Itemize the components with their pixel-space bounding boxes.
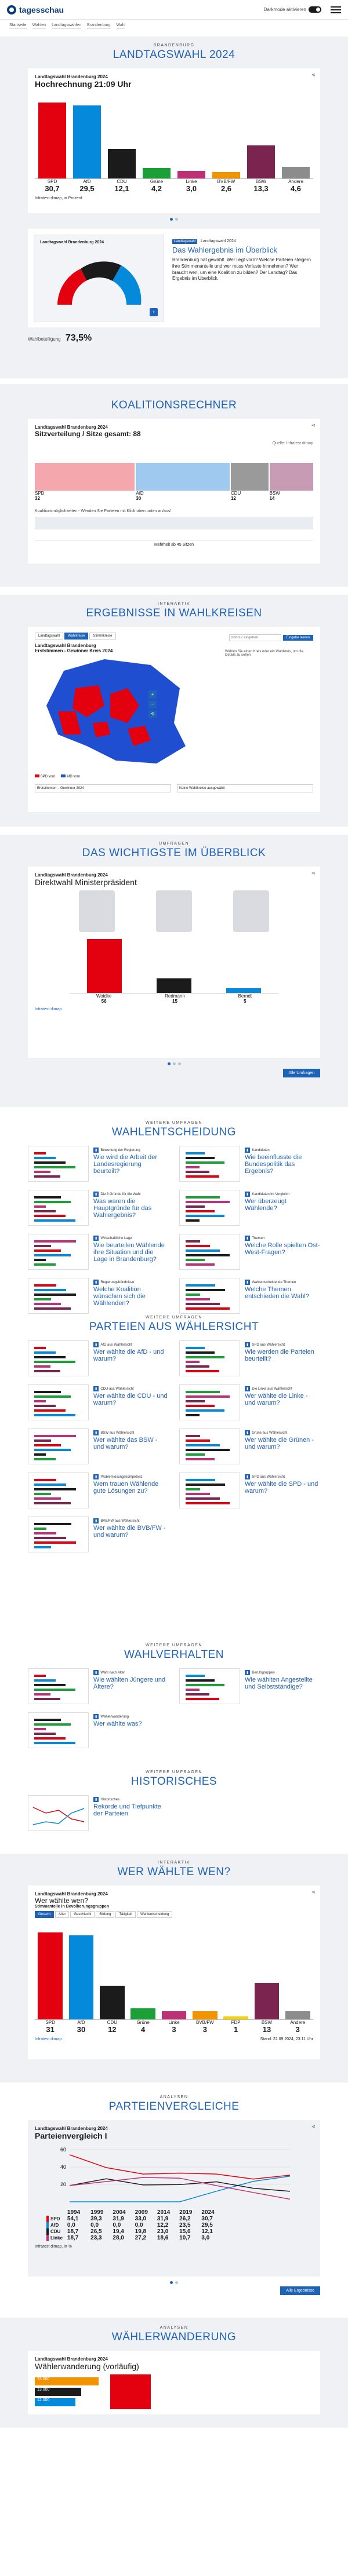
- section-parties: [0, 1309, 348, 1633]
- teaser-kicker: Regierungsbündnisse: [100, 1281, 135, 1284]
- chart-thumbnail-icon: [28, 1190, 89, 1226]
- bar-label: CDU 12: [107, 2020, 117, 2034]
- section-comparison: [0, 2087, 348, 2313]
- chart-thumbnail-icon: [179, 1384, 240, 1420]
- history-teaser[interactable]: ▮ Historisches Rekorde und Tiefpunkte der Parteien: [28, 1795, 169, 1831]
- teaser-tag: ▮: [245, 1236, 250, 1241]
- bar-label: AfD 30: [77, 2020, 86, 2034]
- bar-grne: [130, 2008, 155, 2019]
- section-kicker: INTERAKTIV: [157, 602, 191, 606]
- bar-label: Linke 3: [168, 2020, 180, 2034]
- section-title: LANDTAGSWAHL 2024: [113, 49, 235, 61]
- breadcrumb-item[interactable]: Wahl: [116, 23, 126, 27]
- turnout-value: 73,5%: [65, 333, 92, 343]
- seat-block-afd[interactable]: [136, 463, 230, 491]
- section-kicker: WEITERE UMFRAGEN: [146, 1316, 202, 1320]
- candidate-labels: Woidke 56 Redmann 15 Berndt 5: [96, 993, 252, 1004]
- teaser-title[interactable]: Wer wählte die CDU - und warum?: [93, 1393, 168, 1406]
- carousel-dots[interactable]: [0, 1062, 348, 1065]
- search-input[interactable]: [229, 634, 281, 641]
- section-voter-migration: [0, 2318, 348, 2428]
- migration-bar: 12.000: [35, 2398, 75, 2406]
- y-tick-label: 20: [60, 2182, 66, 2187]
- card-title: Wer wählte wen?: [35, 1897, 88, 1905]
- teaser-tag: ▮: [93, 1192, 99, 1197]
- bar-afd: [69, 1935, 94, 2019]
- section-history: [0, 1762, 348, 1849]
- teaser-title[interactable]: Wie beeinflusste die Bundespolitik das Ergebnis?: [245, 1154, 302, 1175]
- teaser-kicker: Die 3 Gründe für die Wahl: [100, 1193, 141, 1196]
- carousel-dots[interactable]: [0, 218, 348, 221]
- chart-footnote: Infratest dimap: [35, 1007, 62, 1011]
- chart-footnote: Infratest dimap: [35, 2037, 62, 2041]
- teaser-kicker: AfD aus Wählersicht: [100, 1343, 132, 1347]
- teaser-kicker: BSW aus Wählersicht: [100, 1431, 135, 1435]
- teaser-kicker: SPD aus Wählersicht: [252, 1475, 285, 1479]
- teaser-tag: ▮: [93, 1236, 99, 1241]
- section-results: [0, 36, 348, 378]
- card-kicker: Landtagswahl Brandenburg 2024: [35, 2356, 108, 2362]
- y-tick-label: 40: [60, 2164, 66, 2170]
- section-coalition: [0, 384, 348, 587]
- chart-footnote: Infratest dimap, in Prozent: [35, 196, 82, 200]
- coalition-result-bar: [35, 517, 313, 529]
- teaser-item[interactable]: [179, 1340, 320, 1376]
- teaser-item[interactable]: [28, 1472, 169, 1508]
- overview-teaser[interactable]: [28, 229, 320, 327]
- teaser-title[interactable]: Wie wählten Jüngere und Ältere?: [93, 1676, 166, 1690]
- teaser-kicker: Wahl nach Alter: [100, 1671, 125, 1675]
- zoom-in-icon[interactable]: +: [148, 690, 157, 699]
- brand-name: tagesschau: [19, 5, 64, 14]
- chart-thumbnail-icon: [179, 1234, 240, 1270]
- bar-bvbfw: [193, 2011, 217, 2019]
- bar-label: Grüne 4: [136, 2020, 150, 2034]
- teaser-title[interactable]: Welche Themen entschieden die Wahl?: [245, 1286, 309, 1300]
- group-tabs[interactable]: [35, 1911, 313, 1918]
- comparison-table: 1994 1999 2004 2009 2014 2019 2024 SPD 54,1 39,3 31,9 33,0 31,9 26,2 30,7 AfD 0,0 0,0 0,0 0,0 12,2 23,5 29,5 CDU 18,7 26,5 19,4 19,8 23,0 15,6 12,1 Linke 18,7 23,3 28,0 27,2 18,6 10,7 3,0: [46, 2209, 220, 2241]
- chart-thumbnail-icon: [179, 1190, 240, 1226]
- bar-fdp: [223, 2016, 248, 2019]
- district-map[interactable]: [41, 653, 191, 769]
- card-kicker: Landtagswahl Brandenburg: [35, 643, 96, 648]
- tab-wahlentscheidung[interactable]: Wahlentscheidung: [137, 1911, 172, 1918]
- section-title: WÄHLERWANDERUNG: [111, 2331, 237, 2343]
- teaser-tag: ▮: [93, 1670, 99, 1675]
- teaser-tag: ▮: [93, 1148, 99, 1153]
- map-zoom-controls: [148, 690, 157, 718]
- teaser-tag: ▮: [245, 1474, 250, 1479]
- seat-block-spd[interactable]: [35, 463, 135, 491]
- bar-label: SPD 31: [45, 2020, 55, 2034]
- teaser-item[interactable]: [179, 1428, 320, 1464]
- zoom-out-icon[interactable]: −: [148, 700, 157, 708]
- who-voted-bar-labels: [35, 2020, 313, 2034]
- teaser-item[interactable]: [28, 1146, 169, 1182]
- breadcrumb: [0, 20, 348, 32]
- candidate-photo: [79, 890, 115, 932]
- chart-thumbnail-icon: [179, 1146, 240, 1182]
- teaser-title[interactable]: Wie werden die Parteien beurteilt?: [245, 1349, 314, 1362]
- teaser-kicker: Historisches: [100, 1798, 119, 1802]
- chart-thumbnail-icon: [28, 1517, 89, 1552]
- who-voted-bar-chart: [35, 1921, 313, 2020]
- bar-linke: [162, 2011, 187, 2019]
- teaser-tag: ▮: [93, 1342, 99, 1347]
- teaser-title[interactable]: Wem trauen Wählende gute Lösungen zu?: [93, 1481, 159, 1495]
- teaser-tag: ▮: [245, 1192, 250, 1197]
- teaser-title[interactable]: Wer wählte die Grünen - und warum?: [245, 1437, 314, 1450]
- share-icon[interactable]: ⋖: [311, 422, 316, 428]
- teaser-title[interactable]: Wer überzeugt Wählende?: [245, 1198, 287, 1212]
- coalition-card: [28, 419, 320, 564]
- teaser-item[interactable]: [28, 1234, 169, 1270]
- bar-afd: [73, 105, 101, 178]
- bar-grne: [143, 168, 171, 178]
- share-icon[interactable]: ⋖: [311, 2124, 316, 2129]
- map-card: [28, 627, 320, 812]
- tab-landtagswahl[interactable]: Landtagswahl: [35, 633, 63, 640]
- teaser-kicker: CDU aus Wählersicht: [100, 1387, 134, 1391]
- teaser-title[interactable]: Wie beurteilen Wählende ihre Situation und die Lage in Brandenburg?: [93, 1242, 165, 1263]
- migration-card: [28, 2351, 320, 2414]
- bar-spd: [38, 1932, 63, 2019]
- section-title: DAS WICHTIGSTE IM ÜBERBLICK: [82, 847, 266, 859]
- section-title: PARTEIEN AUS WÄHLERSICHT: [89, 1321, 259, 1333]
- teaser-tag: ▮: [245, 1342, 250, 1347]
- teaser-grid: [28, 1146, 320, 1314]
- section-kicker: ANALYSEN: [160, 2095, 188, 2099]
- chart-thumbnail-icon: [179, 1278, 240, 1314]
- teaser-title[interactable]: Was waren die Hauptgründe für das Wahlergebnis?: [93, 1198, 152, 1219]
- share-icon[interactable]: ⋖: [311, 870, 316, 876]
- y-tick-label: 60: [60, 2147, 66, 2153]
- bar-label: BSW 13: [261, 2020, 273, 2034]
- teaser-item[interactable]: [28, 1517, 169, 1552]
- logo-icon: [7, 5, 16, 14]
- card-title: Wählerwanderung (vorläufig): [35, 2362, 139, 2371]
- bar-label: BVB/FW 2,6: [217, 179, 235, 193]
- tab-wahlkreise[interactable]: Wahlkreise: [64, 633, 88, 640]
- teaser-title[interactable]: Wie wählten Angestellte und Selbstständige?: [245, 1676, 313, 1690]
- teaser-kicker: Landtagswahl 2024: [201, 239, 236, 243]
- results-bar-labels: [35, 179, 313, 193]
- teaser-tag: ▮: [93, 1386, 99, 1391]
- chart-thumbnail-icon: [179, 1340, 240, 1376]
- chart-thumbnail-icon: [28, 1278, 89, 1314]
- timestamp: Stand: 22.09.2024, 23:11 Uhr: [260, 2037, 313, 2041]
- logo[interactable]: [7, 5, 64, 14]
- teaser-item[interactable]: [179, 1234, 320, 1270]
- bar-label: AfD 29,5: [79, 179, 95, 193]
- bar-label: BVB/FW 3: [195, 2020, 214, 2034]
- seat-chart-icon: [34, 235, 165, 322]
- section-kicker: WEITERE UMFRAGEN: [146, 1770, 202, 1774]
- bar-linke: [177, 171, 205, 178]
- migration-chart: [35, 2374, 313, 2409]
- teaser-kicker: Themen: [252, 1237, 265, 1240]
- section-kicker: WEITERE UMFRAGEN: [146, 1643, 202, 1647]
- teaser-tag: Landtagswahl: [172, 239, 197, 244]
- seat-block-cdu[interactable]: [231, 463, 269, 491]
- breadcrumb-item[interactable]: Wahlen: [32, 23, 46, 27]
- candidate-photo: [233, 890, 269, 932]
- chart-thumbnail-icon: [28, 1668, 89, 1704]
- teaser-tag: ▮: [245, 1386, 250, 1391]
- darkmode-switch[interactable]: [264, 6, 321, 13]
- card-title: Erststimmen - Gewinner Kreis 2024: [35, 648, 113, 653]
- clear-search-button[interactable]: Eingabe leeren: [283, 635, 313, 641]
- seat-block-bsw[interactable]: [270, 463, 313, 491]
- candidate-bar: [87, 939, 122, 993]
- bar-bsw: [247, 145, 275, 178]
- chart-thumbnail-icon: [179, 1668, 240, 1704]
- chart-thumbnail-icon: [28, 1234, 89, 1270]
- teaser-tag: ▮: [93, 1474, 99, 1479]
- top-navigation: [0, 0, 348, 20]
- comparison-card: [28, 2120, 320, 2277]
- teaser-tag: ▮: [93, 1430, 99, 1435]
- section-overview: [0, 835, 348, 1107]
- chart-thumbnail-icon: [28, 1340, 89, 1376]
- candidate-bar: [226, 988, 261, 993]
- teaser-item[interactable]: [179, 1146, 320, 1182]
- section-kicker: WEITERE UMFRAGEN: [146, 1121, 202, 1125]
- card-kicker: Landtagswahl Brandenburg 2024: [35, 872, 108, 878]
- chart-thumbnail-icon: [28, 1428, 89, 1464]
- chart-thumbnail-icon: [28, 1384, 89, 1420]
- seat-labels: SPD 32 AfD 30 CDU 12 BSW 14: [35, 491, 280, 501]
- teaser-title[interactable]: Wer wählte die BVB/FW - und warum?: [93, 1525, 166, 1539]
- map-tabs[interactable]: [35, 633, 116, 640]
- candidate-photo: [156, 890, 192, 932]
- bar-cdu: [108, 149, 136, 179]
- chart-thumbnail-icon: [28, 1712, 89, 1748]
- table-row: Linke 18,7 23,3 28,0 27,2 18,6 10,7 3,0: [48, 2235, 219, 2241]
- bar-bvbfw: [212, 172, 240, 178]
- result-type-select[interactable]: Erststimmen – Gewinner 2024: [35, 784, 171, 792]
- section-title: HISTORISCHES: [130, 1775, 217, 1788]
- card-title: Parteienvergleich I: [35, 2131, 107, 2140]
- table-row: AfD 0,0 0,0 0,0 0,0 12,2 23,5 29,5: [48, 2222, 219, 2228]
- section-title: ERGEBNISSE IN WAHLKREISEN: [86, 607, 262, 619]
- chart-footnote: Infratest dimap, in %: [35, 2245, 72, 2249]
- section-districts: [0, 595, 348, 827]
- tab-taetigkeit[interactable]: Tätigkeit: [115, 1911, 136, 1918]
- section-kicker: ANALYSEN: [160, 2326, 188, 2330]
- all-results-button[interactable]: Alle Ergebnisse: [280, 2286, 320, 2295]
- bar-label: Grüne 4,2: [150, 179, 164, 193]
- table-row: SPD 54,1 39,3 31,9 33,0 31,9 26,2 30,7: [48, 2216, 219, 2222]
- tab-alter[interactable]: Alter: [55, 1911, 69, 1918]
- candidate-bar-chart: [70, 936, 278, 993]
- bar-label: FDP 1: [231, 2020, 241, 2034]
- teaser-tag: ▮: [93, 1714, 99, 1719]
- section-kicker: UMFRAGEN: [158, 842, 190, 846]
- bar-cdu: [100, 1986, 125, 2019]
- darkmode-label: Darkmode aktivieren: [263, 7, 306, 12]
- teaser-title[interactable]: Welche Rolle spielten Ost-West-Fragen?: [245, 1242, 320, 1256]
- bar-bsw: [255, 1983, 280, 2019]
- bar-label: Andere 3: [290, 2020, 306, 2034]
- chart-thumbnail-icon: [28, 1472, 89, 1508]
- teaser-kicker: Problemlösungskompetenz: [100, 1475, 143, 1479]
- card-title: Direktwahl Ministerpräsident: [35, 878, 137, 887]
- teaser-kicker: Die Linke aus Wählersicht: [252, 1387, 292, 1391]
- chart-thumbnail-icon: [179, 1428, 240, 1464]
- bar-label: SPD 30,7: [45, 179, 60, 193]
- teaser-title[interactable]: Wie wird die Arbeit der Landesregierung beurteilt?: [93, 1154, 158, 1175]
- breadcrumb-item[interactable]: Startseite: [9, 23, 27, 27]
- teaser-title[interactable]: Wer wählte die AfD - und warum?: [93, 1349, 164, 1362]
- results-bar-chart: [35, 92, 313, 179]
- carousel-dots[interactable]: [0, 2281, 348, 2284]
- teaser-tag: ▮: [245, 1670, 250, 1675]
- teaser-title[interactable]: Wer wählte was?: [93, 1720, 142, 1727]
- teaser-title[interactable]: Rekorde und Tiefpunkte der Parteien: [93, 1803, 161, 1817]
- comparison-line-chart: [35, 2144, 313, 2208]
- teaser-title[interactable]: Wer wählte die Linke - und warum?: [245, 1393, 308, 1406]
- who-voted-card: [28, 1886, 320, 2059]
- teaser-grid: [28, 1795, 320, 1831]
- migration-bar: 13.000: [35, 2388, 81, 2396]
- section-title: KOALITIONSRECHNER: [111, 399, 237, 411]
- teaser-kicker: Wählerwanderung: [100, 1715, 129, 1719]
- card-title: Sitzverteilung / Sitze gesamt: 88: [35, 430, 141, 438]
- toggle-icon[interactable]: [309, 6, 321, 13]
- teaser-kicker: Kandidaten: [252, 1149, 270, 1152]
- teaser-item[interactable]: [28, 1712, 169, 1748]
- card-kicker: Landtagswahl Brandenburg 2024: [35, 1891, 108, 1897]
- teaser-grid: [28, 1340, 320, 1552]
- chart-thumbnail-icon: [28, 1795, 89, 1831]
- teaser-item[interactable]: [179, 1668, 320, 1704]
- share-icon[interactable]: ⋖: [311, 1889, 316, 1895]
- section-title: WAHLVERHALTEN: [124, 1649, 224, 1661]
- district-select[interactable]: Keine Wahlkreise ausgewählt: [177, 784, 313, 792]
- teaser-item[interactable]: [179, 1278, 320, 1314]
- tab-gesamt[interactable]: Gesamt: [35, 1911, 54, 1918]
- section-title: PARTEIENVERGLEICHE: [108, 2100, 240, 2113]
- teaser-item[interactable]: [179, 1190, 320, 1226]
- turnout: [28, 333, 320, 344]
- teaser-item[interactable]: [28, 1668, 169, 1704]
- teaser-kicker: Bewertung der Regierung: [100, 1149, 140, 1152]
- section-title: WER WÄHLTE WEN?: [117, 1866, 231, 1878]
- card-subtitle: Stimmanteile in Bevölkerungsgruppen: [35, 1905, 109, 1909]
- majority-note: Mehrheit ab 45 Sitzen: [35, 540, 313, 547]
- all-polls-button[interactable]: Alle Umfragen: [283, 1069, 320, 1077]
- reset-icon[interactable]: ⟲: [148, 710, 157, 718]
- teaser-kicker: SPD aus Wählersicht: [252, 1343, 285, 1347]
- card-kicker: Landtagswahl Brandenburg 2024: [35, 74, 108, 79]
- menu-icon[interactable]: [331, 6, 341, 13]
- bar-spd: [38, 103, 66, 178]
- share-icon[interactable]: ⋖: [311, 72, 316, 78]
- teaser-kicker: Grüne aus Wählersicht: [252, 1431, 288, 1435]
- teaser-item[interactable]: [28, 1428, 169, 1464]
- teaser-title[interactable]: Das Wahlergebnis im Überblick: [172, 246, 277, 254]
- section-voting-behavior: [0, 1638, 348, 1762]
- teaser-tag: ▮: [245, 1148, 250, 1153]
- card-kicker: Landtagswahl Brandenburg 2024: [35, 2126, 108, 2131]
- table-row: CDU 18,7 26,5 19,4 19,8 23,0 15,6 12,1: [48, 2228, 219, 2235]
- map-legend: SPD vorn AfD vorn: [35, 774, 313, 779]
- section-title: WAHLENTSCHEIDUNG: [111, 1126, 237, 1138]
- teaser-item[interactable]: [28, 1190, 169, 1226]
- teaser-kicker: Kandidaten im Vergleich: [252, 1193, 290, 1196]
- bar-andere: [282, 167, 310, 178]
- teaser-kicker: Wirtschaftliche Lage: [100, 1237, 132, 1240]
- teaser-item[interactable]: [28, 1278, 169, 1314]
- teaser-kicker: BVB/FW aus Wählersicht: [100, 1519, 140, 1523]
- thumb-kicker: Landtagswahl Brandenburg 2024: [40, 240, 104, 244]
- teaser-tag: ▮: [245, 1430, 250, 1435]
- migration-bar: 23.000: [35, 2377, 99, 2385]
- breadcrumb-item[interactable]: Landtagswahlen: [52, 23, 82, 27]
- candidate-bar: [157, 978, 191, 993]
- expand-icon[interactable]: +: [150, 308, 158, 316]
- bar-andere: [285, 2011, 310, 2019]
- bar-label: CDU 12,1: [114, 179, 129, 193]
- card-title: Hochrechnung 21:09 Uhr: [35, 79, 132, 89]
- teaser-grid: [28, 1668, 320, 1748]
- section-kicker: INTERAKTIV: [157, 1861, 191, 1865]
- card-kicker: Landtagswahl Brandenburg 2024: [35, 425, 108, 430]
- chart-thumbnail-icon: [28, 1146, 89, 1182]
- section-kicker: BRANDENBURG: [153, 43, 195, 47]
- results-card: [28, 68, 320, 213]
- coalition-hint: Koalitionsmöglichkeiten - Wenden Sie Parteien mit Klick oben unten an/aus!: [35, 509, 172, 513]
- bar-label: Linke 3,0: [186, 179, 197, 193]
- teaser-title[interactable]: Welche Koalition wünschen sich die Wählenden?: [93, 1286, 146, 1307]
- migration-target-bar: [110, 2374, 151, 2409]
- teaser-tag: ▮: [93, 1280, 99, 1285]
- teaser-kicker: Berufsgruppen: [252, 1671, 275, 1675]
- seat-bar[interactable]: [35, 463, 313, 491]
- teaser-title[interactable]: Wer wählte die SPD - und warum?: [245, 1481, 318, 1495]
- bar-label: BSW 13,3: [253, 179, 269, 193]
- section-who-voted: [0, 1854, 348, 2082]
- tab-bildung[interactable]: Bildung: [96, 1911, 114, 1918]
- teaser-text: Brandenburg hat gewählt. Wer liegt vorn? Welche Parteien steigern ihre Stimmenanteile und wer muss Verluste hinnehmen? Wer braucht wen, um eine Koalition zu bilden? Der Landtag? Das Ergebnis im Überblick.: [172, 257, 311, 282]
- teaser-item[interactable]: [28, 1340, 169, 1376]
- candidate-card: [28, 867, 320, 1058]
- teaser-thumbnail: [34, 235, 164, 321]
- tab-geschlecht[interactable]: Geschlecht: [70, 1911, 95, 1918]
- chart-thumbnail-icon: [179, 1472, 240, 1508]
- section-decision: [0, 1112, 348, 1307]
- teaser-kicker: Wahlentscheidende Themen: [252, 1281, 296, 1284]
- bar-label: Andere 4,6: [288, 179, 303, 193]
- breadcrumb-item[interactable]: Brandenburg: [87, 23, 111, 27]
- map-note: Wählen Sie einen Kreis oder ein Wahlkreis, um die Details zu sehen: [225, 650, 303, 657]
- tab-stimmkreise[interactable]: Stimmkreise: [89, 633, 115, 640]
- turnout-label: Wahlbeteiligung: [28, 337, 61, 342]
- teaser-item[interactable]: [179, 1472, 320, 1508]
- teaser-tag: ▮: [245, 1280, 250, 1285]
- teaser-title[interactable]: Wer wählte das BSW - und warum?: [93, 1437, 158, 1450]
- teaser-item[interactable]: [28, 1384, 169, 1420]
- teaser-item[interactable]: [179, 1384, 320, 1420]
- teaser-tag: ▮: [93, 1518, 99, 1523]
- source-note: Quelle: Infratest dimap: [272, 441, 313, 445]
